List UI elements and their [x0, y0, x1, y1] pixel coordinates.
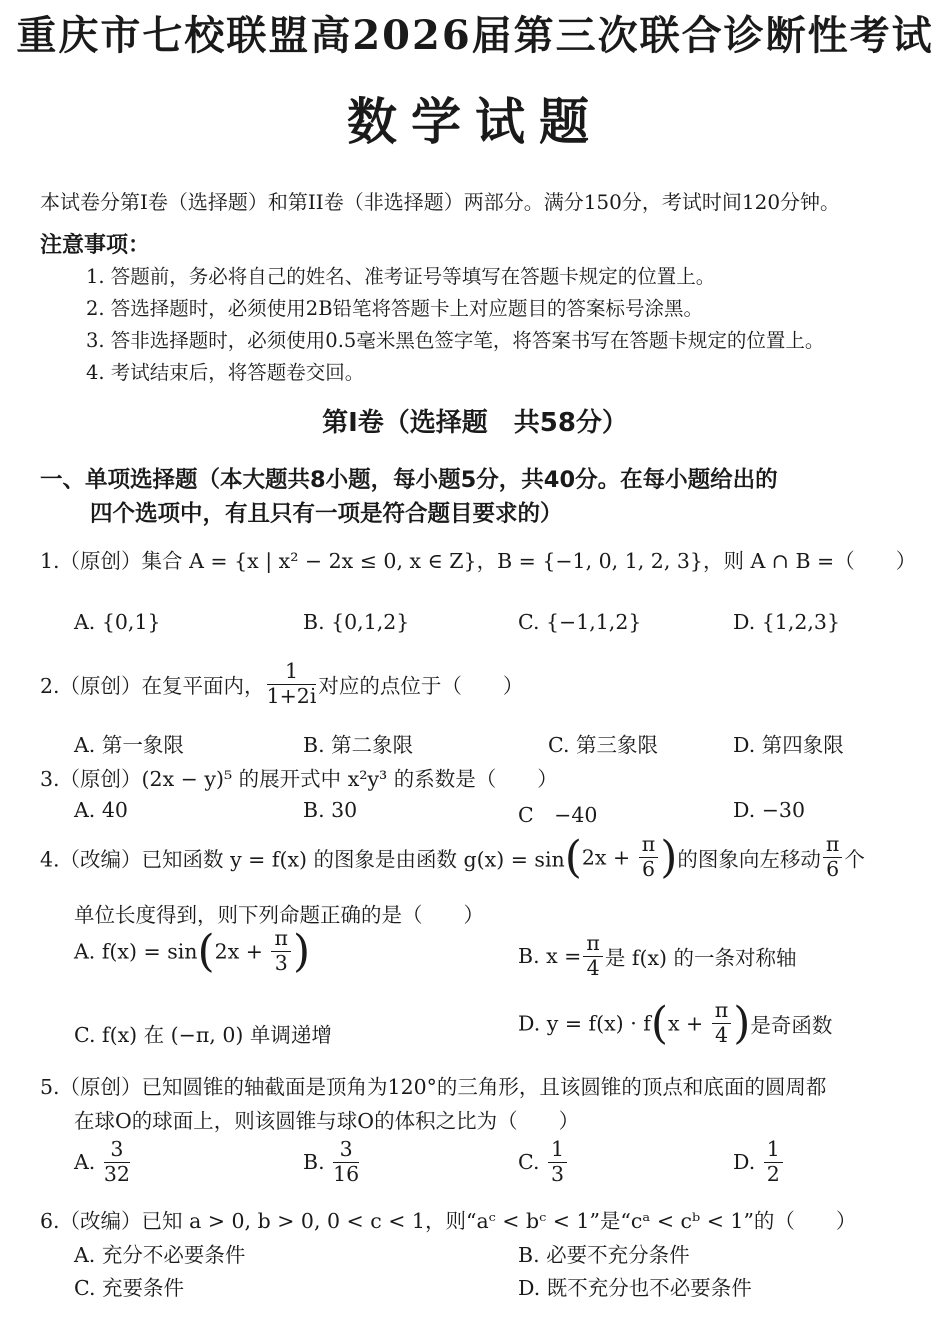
question-2-option-b: B. 第二象限: [303, 733, 414, 757]
question-6-option-b: B. 必要不充分条件: [518, 1243, 690, 1267]
question-3-option-a: A. 40: [74, 798, 128, 822]
question-5-line1: 5.（原创）已知圆锥的轴截面是顶角为120°的三角形，且该圆锥的顶点和底面的圆周都: [40, 1075, 827, 1099]
question-4-prefix: 4.（改编）已知函数 y = f(x) 的图象是由函数 g(x) = sin: [40, 847, 565, 872]
question-2-option-a: A. 第一象限: [74, 733, 184, 757]
question-4-mid: 的图象向左移动: [677, 847, 821, 872]
part-heading-line2: 四个选项中，有且只有一项是符合题目要求的）: [90, 501, 563, 527]
question-5-option-b: [303, 1138, 361, 1186]
option-fraction: [104, 1138, 130, 1186]
question-4-option-d: [518, 998, 832, 1049]
fraction-denominator: 6: [826, 857, 840, 881]
question-2-option-c: C. 第三象限: [548, 733, 658, 757]
question-5-option-a: [74, 1138, 132, 1186]
option-d-suffix: 是奇函数: [750, 1013, 833, 1038]
question-6-stem: 6.（改编）已知 a > 0, b > 0, 0 < c < 1，则“aᶜ < bᶜ < 1”是“cᵃ < cᵇ < 1”的（ ）: [40, 1209, 857, 1233]
question-4-option-c: C. f(x) 在 (−π, 0) 单调递增: [74, 1023, 332, 1047]
fraction-numerator: π: [712, 999, 731, 1024]
question-3-option-d: D. −30: [733, 798, 806, 822]
question-5-option-c: [518, 1138, 569, 1186]
question-1-stem: 1.（原创）集合 A = {x | x² − 2x ≤ 0, x ∈ Z}，B = {−1, 0, 1, 2, 3}，则 A ∩ B =（ ）: [40, 549, 917, 573]
fraction-denominator: 1+2i: [266, 683, 317, 708]
question-5-line2: 在球O的球面上，则该圆锥与球O的体积之比为（ ）: [74, 1109, 580, 1133]
question-6-option-c: C. 充要条件: [74, 1276, 184, 1300]
question-6-option-d: D. 既不充分也不必要条件: [518, 1276, 752, 1300]
fraction-numerator: 1: [764, 1138, 783, 1163]
question-2-suffix: 对应的点位于（ ）: [318, 674, 524, 699]
fraction-numerator: 1: [548, 1138, 567, 1163]
question-1-option-d: D. {1,2,3}: [733, 610, 840, 634]
question-4-inner: 2x +: [581, 845, 637, 870]
option-fraction: [764, 1138, 783, 1186]
paren-open: (: [564, 832, 582, 883]
option-fraction: [548, 1138, 567, 1186]
question-4-option-b: [518, 932, 797, 980]
paren-open: (: [650, 998, 668, 1049]
option-label: C.: [518, 1150, 540, 1175]
question-3-stem: 3.（原创）(2x − y)⁵ 的展开式中 x²y³ 的系数是（ ）: [40, 767, 558, 791]
paren-open: (: [197, 926, 215, 977]
fraction-numerator: π: [271, 927, 290, 952]
question-4-shift-fraction: [823, 833, 842, 881]
option-label: D.: [733, 1150, 756, 1175]
fraction-denominator: 6: [641, 857, 655, 881]
fraction-denominator: 4: [586, 955, 600, 980]
question-2-stem: [40, 660, 523, 708]
question-2-option-d: D. 第四象限: [733, 733, 844, 757]
question-3-option-c: C −40: [518, 803, 598, 827]
question-4-pi-over-6: [639, 833, 658, 881]
question-6-option-a: A. 充分不必要条件: [74, 1243, 246, 1267]
option-fraction: [333, 1138, 359, 1186]
question-4-suffix: 个: [844, 847, 865, 872]
note-item: 2. 答选择题时，必须使用2B铅笔将答题卡上对应题目的答案标号涂黑。: [86, 297, 704, 320]
fraction-numerator: 1: [267, 660, 317, 685]
paren-close: ): [733, 998, 751, 1049]
note-item: 4. 考试结束后，将答题卷交回。: [86, 361, 365, 384]
exam-intro: 本试卷分第I卷（选择题）和第II卷（非选择题）两部分。满分150分，考试时间120分钟。: [40, 190, 841, 214]
section-heading: 第I卷（选择题 共58分）: [322, 408, 628, 438]
option-label: B.: [303, 1150, 325, 1175]
part-heading-line1: 一、单项选择题（本大题共8小题，每小题5分，共40分。在每小题给出的: [40, 467, 778, 493]
fraction-numerator: π: [823, 833, 842, 858]
option-a-prefix: A. f(x) = sin: [74, 939, 198, 964]
fraction-denominator: 3: [274, 951, 288, 975]
question-1-option-a: A. {0,1}: [74, 610, 161, 634]
paren-close: ): [292, 926, 311, 977]
option-b-prefix: B. x =: [518, 944, 582, 969]
option-d-fraction: [712, 999, 731, 1047]
option-b-fraction: [583, 932, 602, 980]
question-3-option-b: B. 30: [303, 798, 358, 822]
fraction-denominator: 4: [714, 1023, 729, 1047]
fraction-numerator: π: [639, 833, 658, 858]
question-4-stem: [40, 832, 865, 883]
option-d-prefix: D. y = f(x) · f: [518, 1011, 651, 1036]
question-2-fraction: [267, 660, 317, 708]
fraction-denominator: 16: [333, 1161, 360, 1186]
question-1-option-c: C. {−1,1,2}: [518, 610, 642, 634]
fraction-numerator: π: [583, 932, 602, 957]
note-item: 1. 答题前，务必将自己的姓名、准考证号等填写在答题卡规定的位置上。: [86, 265, 716, 288]
option-d-inner: x +: [667, 1011, 710, 1036]
fraction-denominator: 32: [103, 1161, 130, 1186]
note-item: 3. 答非选择题时，必须使用0.5毫米黑色签字笔，将答案书写在答题卡规定的位置上。: [86, 329, 825, 352]
question-4-option-a: [74, 926, 310, 977]
question-4-line2: 单位长度得到，则下列命题正确的是（ ）: [74, 903, 484, 927]
option-b-suffix: 是 f(x) 的一条对称轴: [604, 946, 797, 971]
exam-main-title: 数学试题: [347, 92, 603, 151]
notes-heading: 注意事项：: [40, 233, 151, 258]
option-a-fraction: [271, 927, 290, 975]
fraction-numerator: 3: [104, 1138, 130, 1163]
fraction-denominator: 2: [766, 1161, 780, 1186]
fraction-numerator: 3: [333, 1138, 359, 1163]
option-label: A.: [74, 1150, 96, 1175]
question-5-option-d: [733, 1138, 785, 1186]
paren-close: ): [660, 832, 678, 883]
question-1-option-b: B. {0,1,2}: [303, 610, 410, 634]
fraction-denominator: 3: [551, 1161, 565, 1186]
exam-top-title: 重庆市七校联盟高2026届第三次联合诊断性考试: [16, 12, 934, 59]
option-a-inner: 2x +: [214, 939, 270, 964]
question-2-prefix: 2.（原创）在复平面内，: [40, 674, 265, 699]
